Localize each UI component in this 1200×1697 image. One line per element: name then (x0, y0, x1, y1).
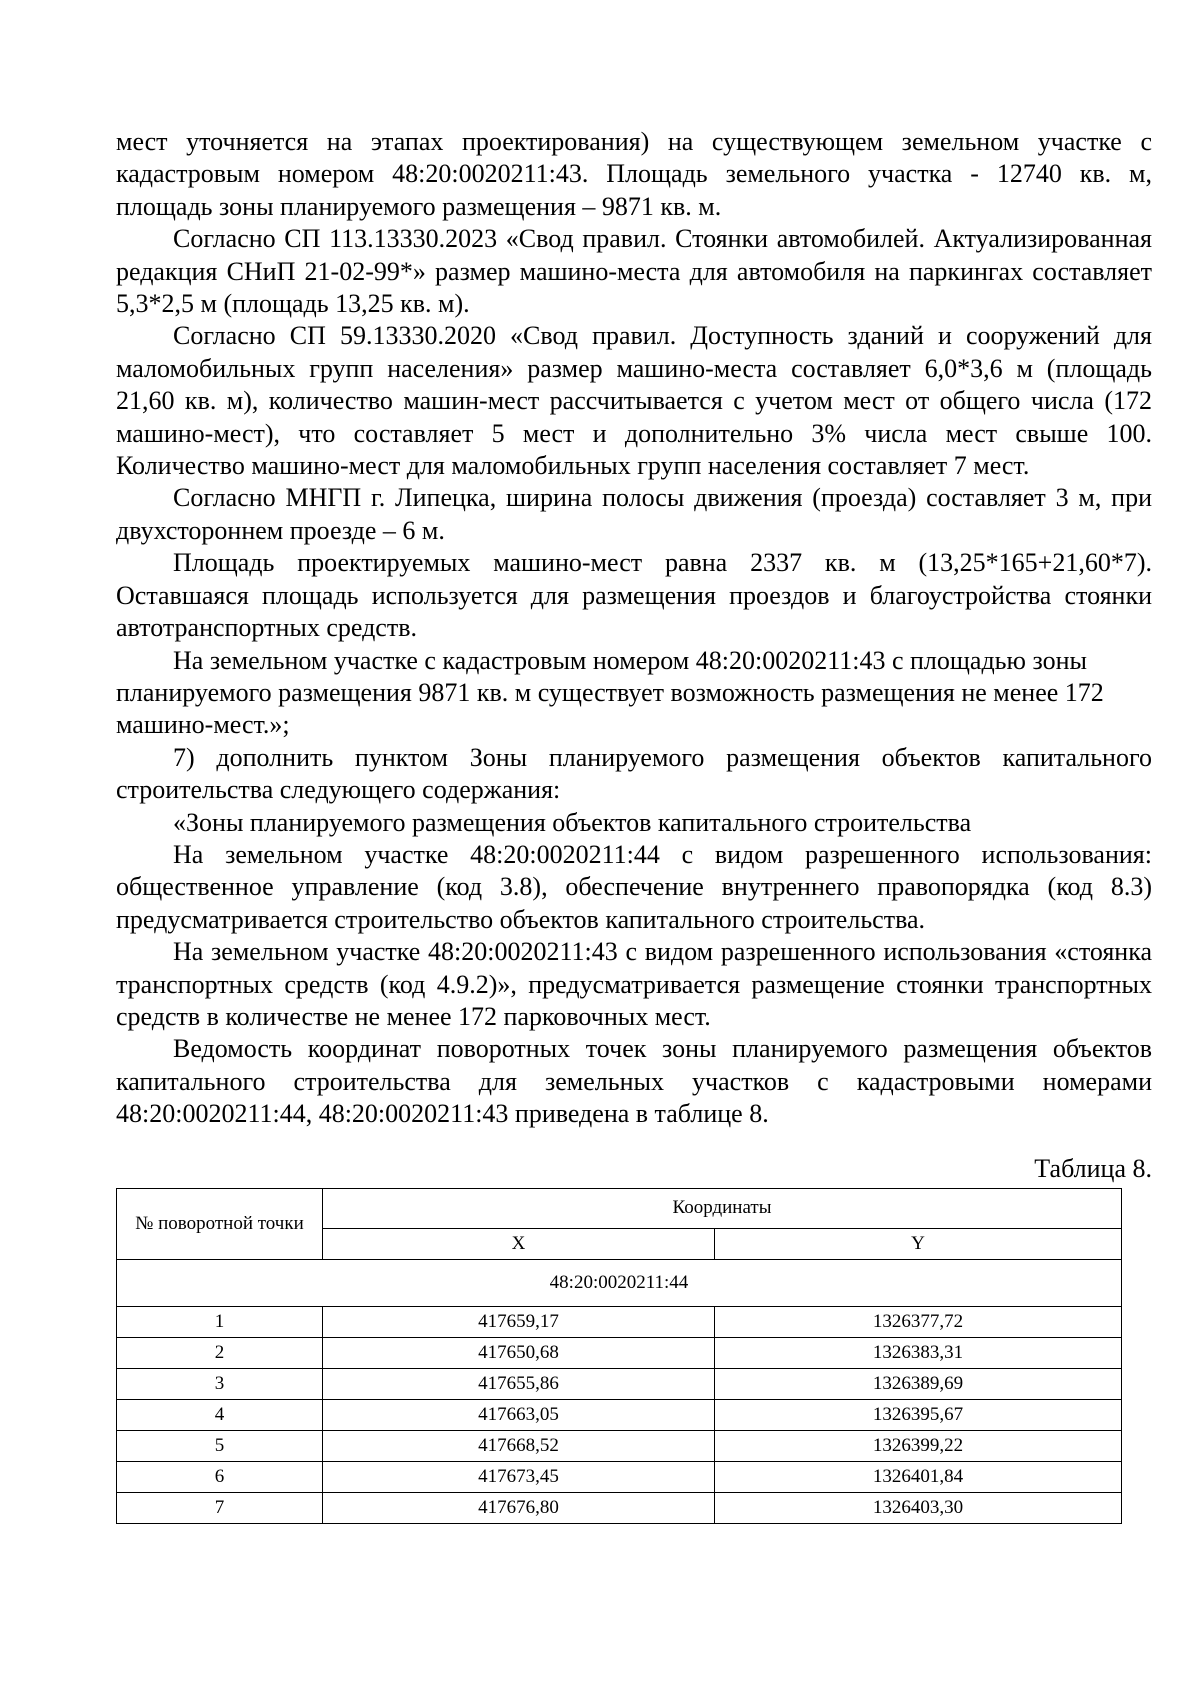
cell-point: 3 (117, 1368, 323, 1399)
table-caption: Таблица 8. (1034, 1153, 1152, 1183)
table-row (117, 1461, 1122, 1492)
table-row (117, 1430, 1122, 1461)
paragraph-plot-43: На земельном участке 48:20:0020211:43 с видом разрешенного использования «стоянка транспортных средств (код 4.9.2)», предусматривается размещение стоянки транспортных средств в количестве не менее 172 парковочных мест. (116, 937, 1152, 1031)
cell-y: 1326389,69 (715, 1368, 1122, 1399)
cell-point: 4 (117, 1399, 323, 1430)
cell-y: 1326399,22 (715, 1430, 1122, 1461)
table-row (117, 1368, 1122, 1399)
document-page (116, 126, 1152, 1524)
paragraph-sp-59: Согласно СП 59.13330.2020 «Свод правил. Доступность зданий и сооружений для маломобильных групп населения» размер машино-места составляет 6,0*3,6 м (площадь 21,60 кв. м), количество машин-мест рассчитывается с учетом мест от общего числа (172 машино-мест), что составляет 5 мест и дополнительно 3% числа мест свыше 100. Количество машино-мест для маломобильных групп населения составляет 7 мест. (116, 321, 1152, 481)
header-x: X (323, 1228, 715, 1259)
cell-point: 7 (117, 1492, 323, 1523)
cell-point: 1 (117, 1306, 323, 1337)
paragraph-area: Площадь проектируемых машино-мест равна 2337 кв. м (13,25*165+21,60*7). Оставшаяся площадь используется для размещения проездов и благоустройства стоянки автотранспортных средств. (116, 548, 1152, 643)
header-y: Y (715, 1228, 1122, 1259)
paragraph-sp-113: Согласно СП 113.13330.2023 «Свод правил. Стоянки автомобилей. Актуализированная редакция СНиП 21-02-99*» размер машино-места для автомобиля на паркингах составляет 5,3*2,5 м (площадь 13,25 кв. м). (116, 224, 1152, 319)
cell-x: 417673,45 (323, 1461, 715, 1492)
cell-y: 1326403,30 (715, 1492, 1122, 1523)
cell-x: 417676,80 (323, 1492, 715, 1523)
coordinates-table (116, 1188, 1122, 1524)
header-coordinates: Координаты (323, 1188, 1122, 1228)
table-row (117, 1306, 1122, 1337)
cell-x: 417650,68 (323, 1337, 715, 1368)
cell-y: 1326401,84 (715, 1461, 1122, 1492)
cell-x: 417668,52 (323, 1430, 715, 1461)
header-point-number: № поворотной точки (117, 1188, 323, 1259)
paragraph-item-7: 7) дополнить пунктом Зоны планируемого размещения объектов капитального строительства следующего содержания: (116, 742, 1152, 805)
cell-y: 1326377,72 (715, 1306, 1122, 1337)
paragraph-parking-capacity: На земельном участке с кадастровым номером 48:20:0020211:43 с площадью зоны планируемого размещения 9871 кв. м существует возможность размещения не менее 172 машино-мест.»; (116, 645, 1104, 740)
paragraph-zones-heading: «Зоны планируемого размещения объектов капитального строительства (173, 807, 972, 837)
cell-y: 1326395,67 (715, 1399, 1122, 1430)
paragraph-continuation: мест уточняется на этапах проектирования) на существующем земельном участке с кадастровым номером 48:20:0020211:43. Площадь земельного участка - 12740 кв. м, площадь зоны планируемого размещения – 9871 кв. м. (116, 127, 1152, 221)
table-row (117, 1399, 1122, 1430)
cell-point: 6 (117, 1461, 323, 1492)
table-row (117, 1337, 1122, 1368)
cell-point: 5 (117, 1430, 323, 1461)
cell-y: 1326383,31 (715, 1337, 1122, 1368)
table-row (117, 1492, 1122, 1523)
cell-x: 417655,86 (323, 1368, 715, 1399)
cell-x: 417663,05 (323, 1399, 715, 1430)
paragraph-plot-44: На земельном участке 48:20:0020211:44 с видом разрешенного использования: общественное управление (код 3.8), обеспечение внутреннего правопорядка (код 8.3) предусматривается строительство объектов капитального строительства. (116, 839, 1152, 934)
paragraph-mngp: Согласно МНГП г. Липецка, ширина полосы движения (проезда) составляет 3 м, при двухстороннем проезде – 6 м. (116, 483, 1152, 545)
cell-point: 2 (117, 1337, 323, 1368)
cell-x: 417659,17 (323, 1306, 715, 1337)
section-cadastral-number: 48:20:0020211:44 (117, 1259, 1122, 1306)
paragraph-coordinates-statement: Ведомость координат поворотных точек зоны планируемого размещения объектов капитального строительства для земельных участков с кадастровыми номерами 48:20:0020211:44, 48:20:0020211:43 приведена в таблице 8. (116, 1034, 1152, 1129)
